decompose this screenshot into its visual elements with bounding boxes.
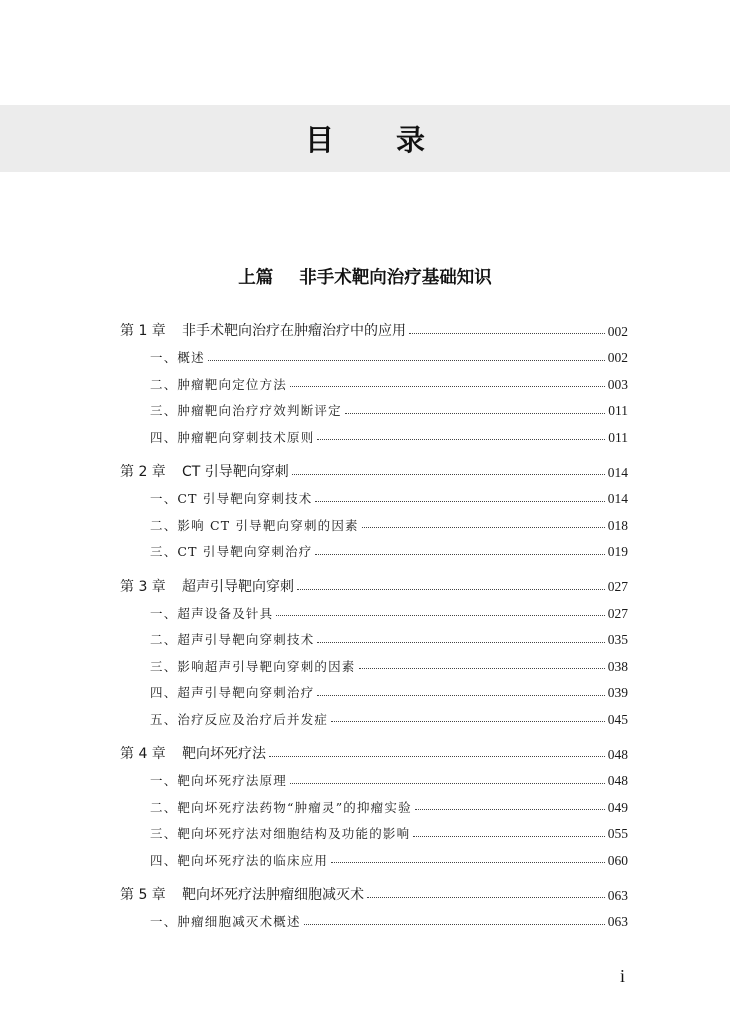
toc-chapter-3[interactable] [120,572,628,594]
chapter-title: CT 引导靶向穿刺 [182,464,289,480]
chapter-number: 第 1 章 [120,323,166,339]
page-ref: 014 [607,491,628,506]
toc-section[interactable] [120,907,628,929]
page-number: i [620,966,626,986]
chapter-number: 第 2 章 [120,464,166,480]
page-ref: 063 [607,887,628,903]
dot-leader [359,668,605,669]
page-ref: 063 [607,914,628,929]
toc-chapter-2[interactable] [120,457,628,479]
toc-section[interactable] [120,537,628,559]
toc-section[interactable] [120,704,628,726]
section-title: 一、肿瘤细胞减灭术概述 [150,914,301,929]
toc-section[interactable] [120,625,628,647]
dot-leader [317,439,605,440]
dot-leader [415,809,605,810]
section-title: 三、影响超声引导靶向穿刺的因素 [150,658,356,674]
dot-leader [297,589,605,590]
chapter-title: 靶向坏死疗法肿瘤细胞减灭术 [182,887,364,903]
toc-section[interactable] [120,343,628,365]
toc-section[interactable] [120,484,628,506]
dot-leader [290,783,605,784]
dot-leader [367,897,605,898]
page-ref: 019 [607,544,628,559]
chapter-title: 靶向坏死疗法 [182,746,266,762]
dot-leader [304,924,605,925]
section-title: 二、肿瘤靶向定位方法 [150,376,288,392]
page-ref: 045 [607,711,628,727]
section-title: 三、靶向坏死疗法对细胞结构及功能的影响 [150,826,411,841]
section-title: 四、超声引导靶向穿刺治疗 [150,685,315,700]
section-title: 四、靶向坏死疗法的临床应用 [150,852,329,868]
section-title: 三、肿瘤靶向治疗疗效判断评定 [150,403,342,418]
dot-leader [331,862,605,863]
dot-leader [409,333,605,334]
section-title: 五、治疗反应及治疗后并发症 [150,711,329,727]
section-title: 二、影响 CT 引导靶向穿刺的因素 [150,517,359,533]
chapter-number: 第 5 章 [120,887,166,903]
page-ref: 027 [607,579,628,594]
page-ref: 049 [607,799,628,815]
toc-chapter-5[interactable] [120,880,628,902]
chapter-title: 超声引导靶向穿刺 [182,578,294,595]
section-title: 三、CT 引导靶向穿刺治疗 [150,544,313,559]
toc-section[interactable] [120,422,628,444]
toc-section[interactable] [120,792,628,814]
section-title: 一、CT 引导靶向穿刺技术 [150,491,313,506]
chapter-number: 第 4 章 [120,746,166,762]
page-ref: 003 [607,376,628,392]
page-ref: 027 [607,605,628,621]
toc-section[interactable] [120,369,628,391]
page-ref: 060 [607,852,628,868]
dot-leader [276,615,604,616]
page-ref: 011 [608,403,628,418]
part-title [0,264,730,289]
toc-section[interactable] [120,678,628,700]
dot-leader [362,527,605,528]
toc-chapter-1[interactable] [120,316,628,338]
toc-section[interactable] [120,510,628,532]
toc-section[interactable] [120,819,628,841]
toc-section[interactable] [120,766,628,788]
page-ref: 014 [607,464,628,480]
page-ref: 038 [607,658,628,674]
section-title: 四、肿瘤靶向穿刺技术原则 [150,429,315,445]
page-ref: 039 [607,685,628,700]
dot-leader [315,501,604,502]
page-ref: 048 [607,773,628,788]
part-label: 上篇 [238,268,274,288]
title-band [0,105,730,172]
dot-leader [315,554,604,555]
toc-section[interactable] [120,598,628,620]
dot-leader [345,413,605,414]
toc-section[interactable] [120,396,628,418]
dot-leader [331,721,605,722]
section-title: 一、概述 [150,350,205,365]
page-ref: 048 [607,746,628,762]
toc-section[interactable] [120,651,628,673]
section-title: 二、靶向坏死疗法药物“肿瘤灵”的抑瘤实验 [150,799,412,815]
page-ref: 002 [607,323,628,339]
section-title: 一、超声设备及针具 [150,605,274,621]
section-title: 二、超声引导靶向穿刺技术 [150,632,315,647]
toc-chapter-4[interactable] [120,739,628,761]
dot-leader [413,836,604,837]
dot-leader [317,695,604,696]
part-name: 非手术靶向治疗基础知识 [299,268,492,288]
dot-leader [208,360,605,361]
chapter-number: 第 3 章 [120,578,166,595]
page-ref: 002 [607,350,628,365]
section-title: 一、靶向坏死疗法原理 [150,773,288,788]
page-ref: 018 [607,517,628,533]
page-ref: 011 [608,429,628,445]
dot-leader [269,756,605,757]
dot-leader [292,474,605,475]
dot-leader [290,386,605,387]
page-ref: 055 [607,826,628,841]
toc-section[interactable] [120,845,628,867]
dot-leader [317,642,604,643]
chapter-title: 非手术靶向治疗在肿瘤治疗中的应用 [182,323,406,339]
page-ref: 035 [607,632,628,647]
page-title: 目 录 [304,123,452,157]
